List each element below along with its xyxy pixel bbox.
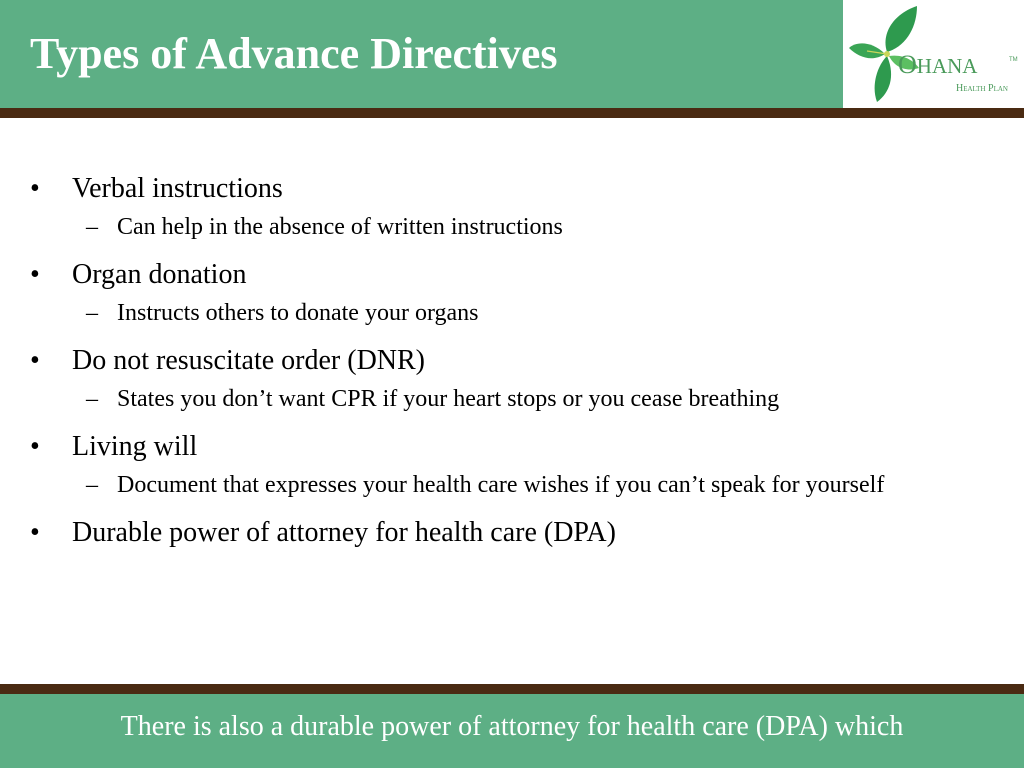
bullet-marker: •: [30, 517, 40, 548]
sub-bullet-text: Instructs others to donate your organs: [117, 300, 479, 326]
notes-bar: [0, 694, 1024, 768]
bullet-marker: •: [30, 431, 40, 462]
title-bar: [0, 0, 1024, 108]
sub-bullet-marker: –: [86, 472, 98, 498]
bullet-item: [30, 514, 950, 552]
sub-bullet-item: [30, 298, 937, 329]
ohana-logo: [843, 0, 1024, 108]
sub-bullet-item: [30, 470, 937, 501]
bullet-item: [30, 256, 950, 294]
bullet-item: [30, 428, 950, 466]
bullet-marker: •: [30, 259, 40, 290]
bullet-list: [30, 170, 950, 556]
bullet-marker: •: [30, 345, 40, 376]
bullet-item: [30, 170, 950, 208]
bullet-text: Durable power of attorney for health care (DPA): [72, 517, 616, 548]
notes-text: There is also a durable power of attorney for health care (DPA) which: [120, 711, 904, 742]
bullet-text: Living will: [72, 431, 198, 462]
logo-wordmark: OHANA: [898, 50, 978, 79]
bullet-marker: •: [30, 173, 40, 204]
bullet-item: [30, 342, 950, 380]
bullet-text: Verbal instructions: [72, 173, 283, 204]
logo-trademark: TM: [1009, 57, 1018, 63]
sub-bullet-text: Document that expresses your health care wishes if you can’t speak for yourself: [117, 472, 885, 498]
sub-bullet-marker: –: [86, 300, 98, 326]
sub-bullet-marker: –: [86, 214, 98, 240]
sub-bullet-text: Can help in the absence of written instructions: [117, 214, 563, 240]
sub-bullet-item: [30, 212, 937, 243]
sub-bullet-item: [30, 384, 937, 415]
bullet-text: Organ donation: [72, 259, 247, 290]
sub-bullet-text: States you don’t want CPR if your heart stops or you cease breathing: [117, 386, 780, 412]
footer-divider: [0, 684, 1024, 694]
sub-bullet-marker: –: [86, 386, 98, 412]
bullet-text: Do not resuscitate order (DNR): [72, 345, 426, 376]
slide-title: Types of Advance Directives: [30, 29, 558, 78]
header-divider: [0, 108, 1024, 118]
logo-subtitle: Health Plan: [956, 83, 1008, 94]
